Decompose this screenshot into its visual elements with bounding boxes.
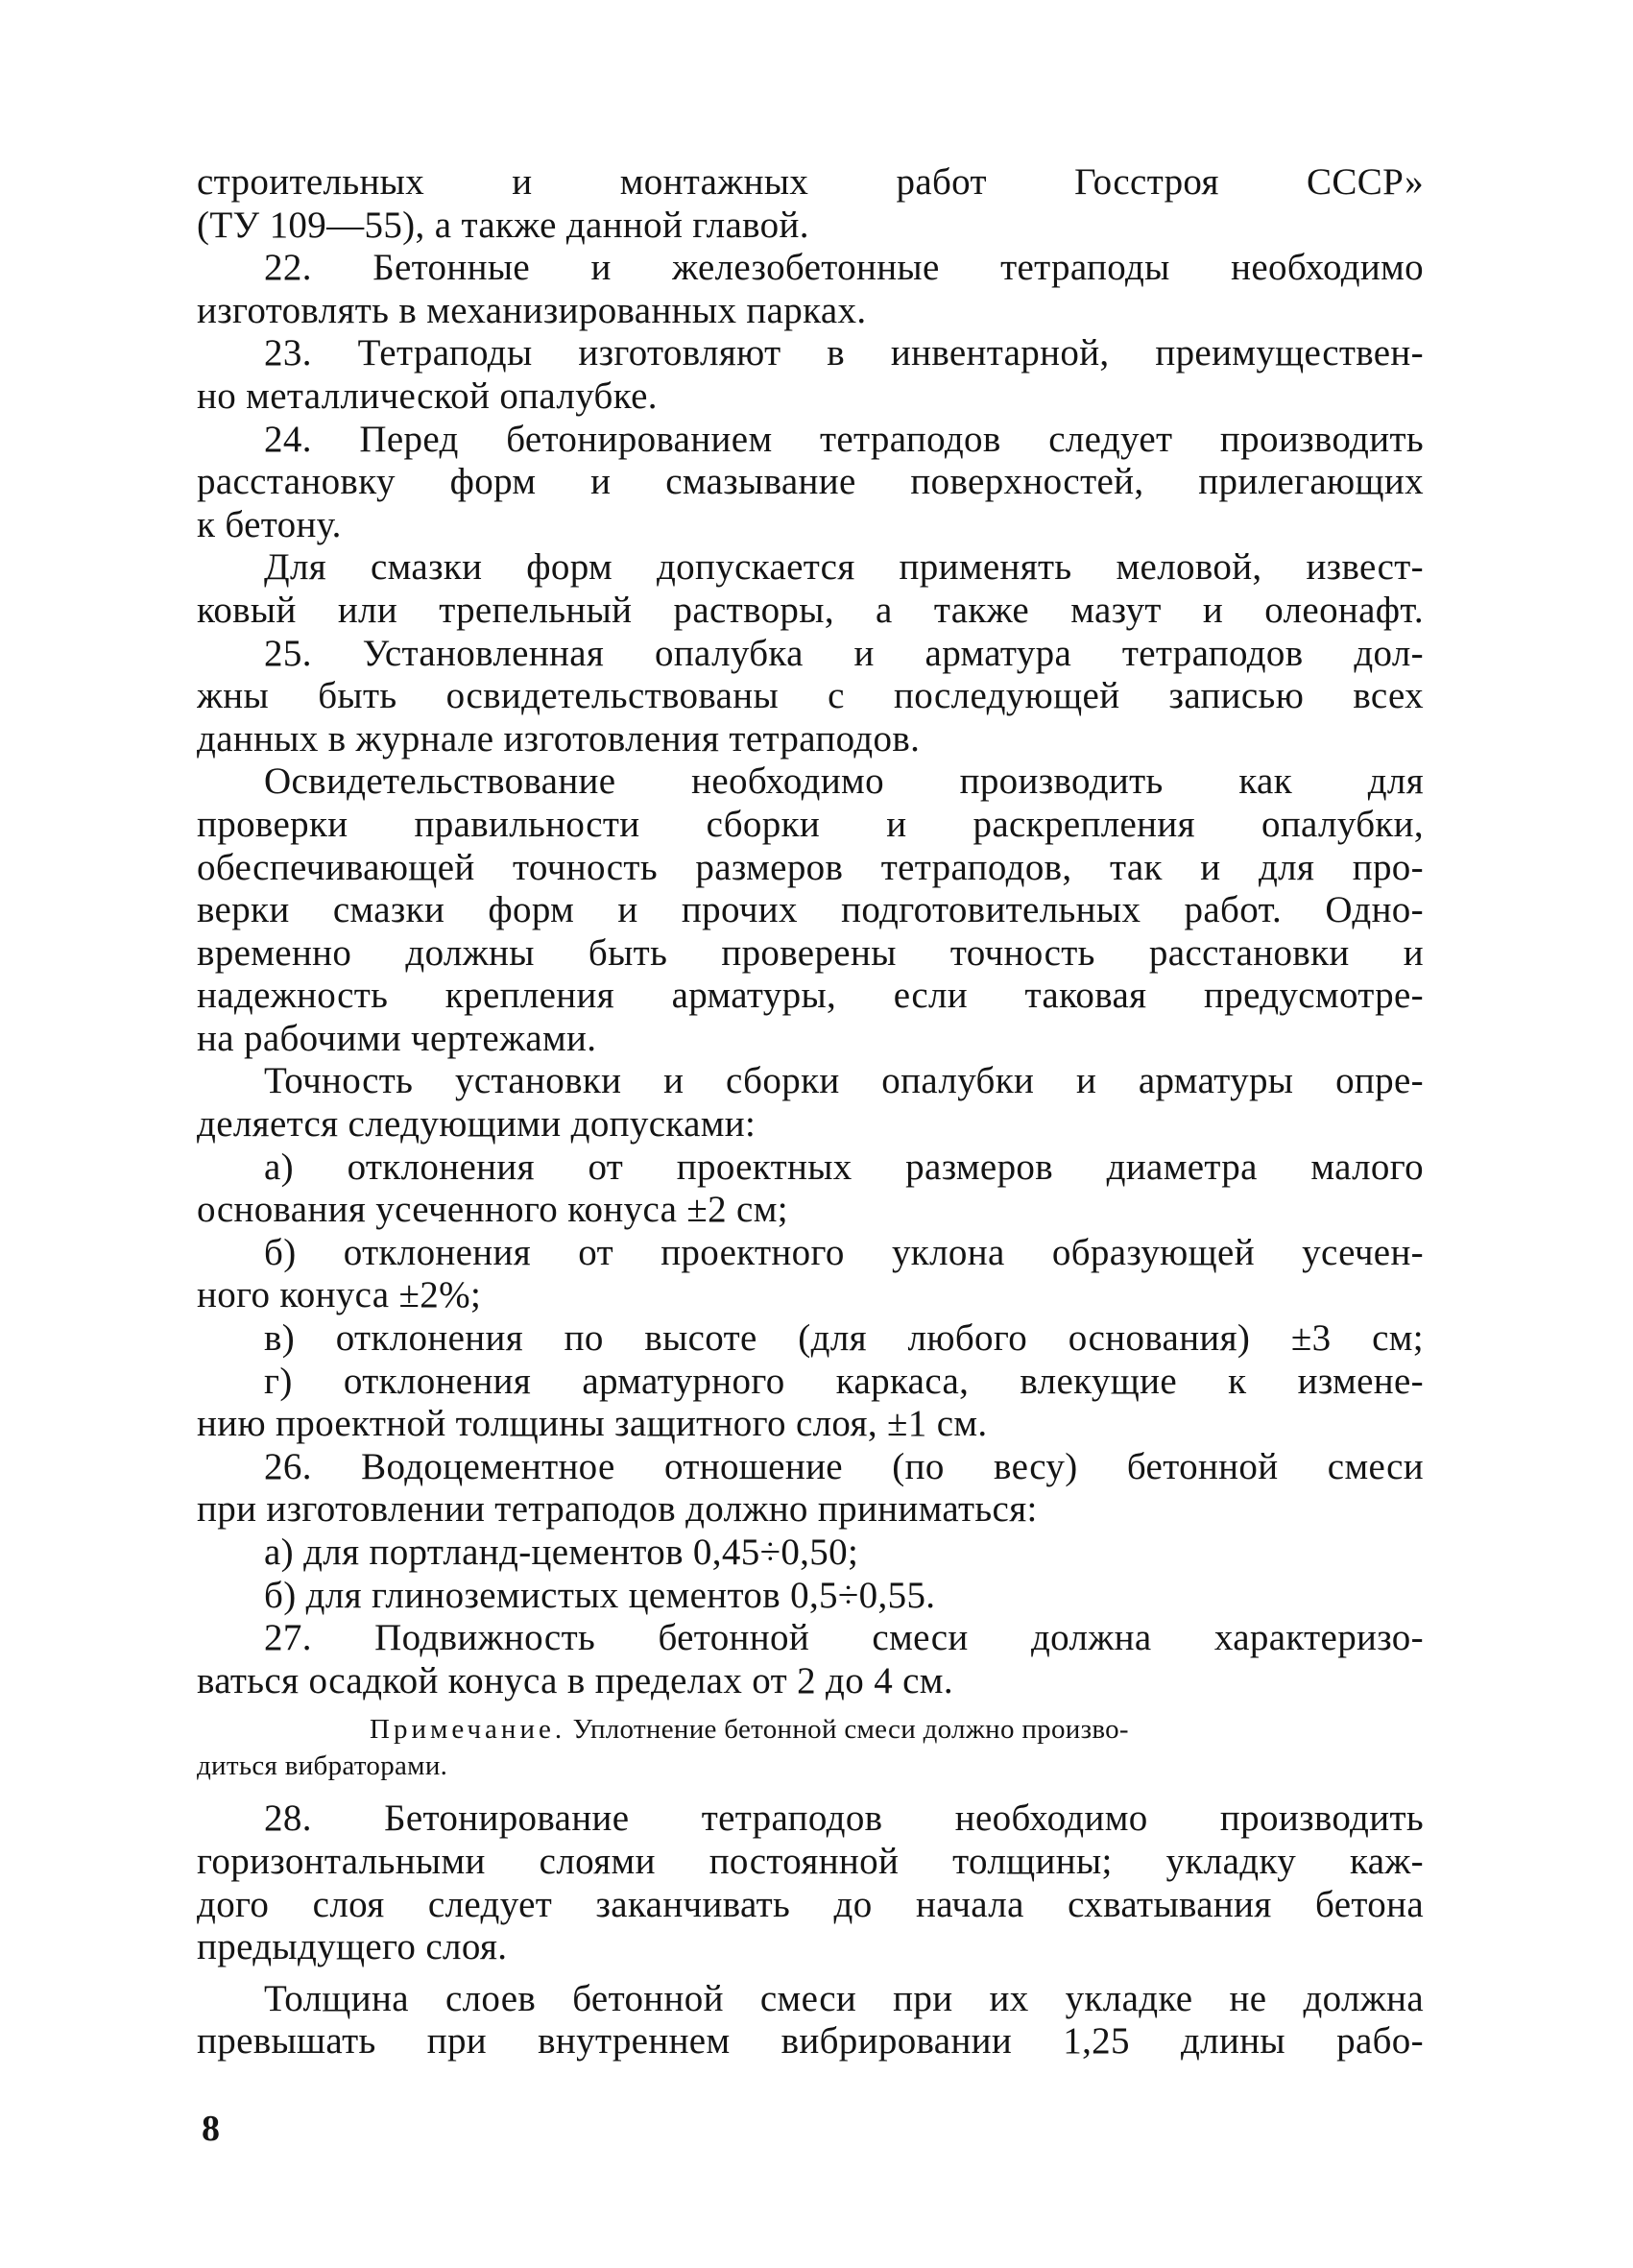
text-line: основания усеченного конуса ±2 см;: [197, 1189, 788, 1231]
text-line: на рабочими чертежами.: [197, 1017, 597, 1059]
list-item-a: а) для портланд-цементов 0,45÷0,50;: [264, 1532, 859, 1573]
text-line: дого слоя следует заканчивать до начала схватывания бетона: [197, 1883, 1424, 1925]
note-line: диться вибраторами.: [197, 1750, 448, 1782]
list-item-b: б) отклонения от проектного уклона образующей усечен-: [264, 1231, 1424, 1273]
text-line: горизонтальными слоями постоянной толщины; укладку каж-: [197, 1840, 1424, 1882]
text-line: изготовлять в механизированных парках.: [197, 289, 867, 331]
text-line: ковый или трепельный растворы, а также мазут и олеонафт.: [197, 589, 1424, 631]
list-item-g: г) отклонения арматурного каркаса, влекущие к измене-: [264, 1360, 1424, 1402]
note-line: [197, 1711, 1424, 1748]
paragraph-layer-thickness: Толщина слоев бетонной смеси при их укладке не должна: [264, 1977, 1424, 2019]
paragraph-27: 27. Подвижность бетонной смеси должна характеризо-: [264, 1617, 1424, 1659]
page-number: 8: [202, 2109, 220, 2149]
text-line: предыдущего слоя.: [197, 1926, 508, 1968]
paragraph-28: 28. Бетонирование тетраподов необходимо производить: [264, 1798, 1424, 1840]
text-line: надежность крепления арматуры, если таковая предусмотре-: [197, 975, 1424, 1017]
text-line: обеспечивающей точность размеров тетраподов, так и для про-: [197, 846, 1424, 888]
paragraph-24: 24. Перед бетонированием тетраподов следует производить: [264, 418, 1424, 460]
text-line: нию проектной толщины защитного слоя, ±1 см.: [197, 1403, 988, 1445]
page-body: [197, 161, 1424, 2063]
paragraph-layer-thickness-block: [197, 1978, 1424, 2063]
text-line: жны быть освидетельствованы с последующей записью всех: [197, 675, 1424, 717]
text-line: к бетону.: [197, 503, 342, 545]
text-line: (ТУ 109—55), а также данной главой.: [197, 204, 809, 246]
text-line: ного конуса ±2%;: [197, 1274, 482, 1316]
text-line: превышать при внутреннем вибрировании 1,25 длины рабо-: [197, 2020, 1424, 2063]
note-label: Примечание.: [370, 1714, 566, 1746]
paragraph-22: 22. Бетонные и железобетонные тетраподы необходимо: [264, 247, 1424, 289]
text-line: проверки правильности сборки и раскрепления опалубки,: [197, 803, 1424, 845]
note-text: Уплотнение бетонной смеси должно произво-: [572, 1714, 1129, 1746]
text-line: верки смазки форм и прочих подготовительных работ. Одно-: [197, 889, 1424, 931]
text-line: но металлической опалубке.: [197, 374, 658, 417]
text-line: деляется следующими допусками:: [197, 1103, 756, 1146]
paragraph-28-block: [197, 1798, 1424, 1968]
paragraph-23: 23. Тетраподы изготовляют в инвентарной, преимуществен-: [264, 332, 1424, 374]
text-line: строительных и монтажных работ Госстроя СССР»: [197, 161, 1424, 203]
paragraph-25: 25. Установленная опалубка и арматура тетраподов дол-: [264, 632, 1424, 674]
paragraph-lubrication: Для смазки форм допускается применять меловой, извест-: [264, 546, 1424, 589]
paragraph-tolerances: Точность установки и сборки опалубки и арматуры опре-: [264, 1060, 1424, 1102]
note-block: [197, 1711, 1424, 1784]
text-line: при изготовлении тетраподов должно приниматься:: [197, 1488, 1038, 1531]
paragraph-inspection: Освидетельствование необходимо производить как для: [264, 760, 1424, 803]
paragraph-26: 26. Водоцементное отношение (по весу) бетонной смеси: [264, 1445, 1424, 1487]
text-line: ваться осадкой конуса в пределах от 2 до 4 см.: [197, 1659, 953, 1701]
list-item-v: в) отклонения по высоте (для любого основания) ±3 см;: [264, 1317, 1424, 1360]
text-line: временно должны быть проверены точность расстановки и: [197, 931, 1424, 974]
list-item-a: а) отклонения от проектных размеров диаметра малого: [264, 1146, 1424, 1188]
text-line: расстановку форм и смазывание поверхностей, прилегающих: [197, 461, 1424, 503]
list-item-b: б) для глиноземистых цементов 0,5÷0,55.: [264, 1574, 936, 1616]
text-line: данных в журнале изготовления тетраподов.: [197, 717, 921, 760]
